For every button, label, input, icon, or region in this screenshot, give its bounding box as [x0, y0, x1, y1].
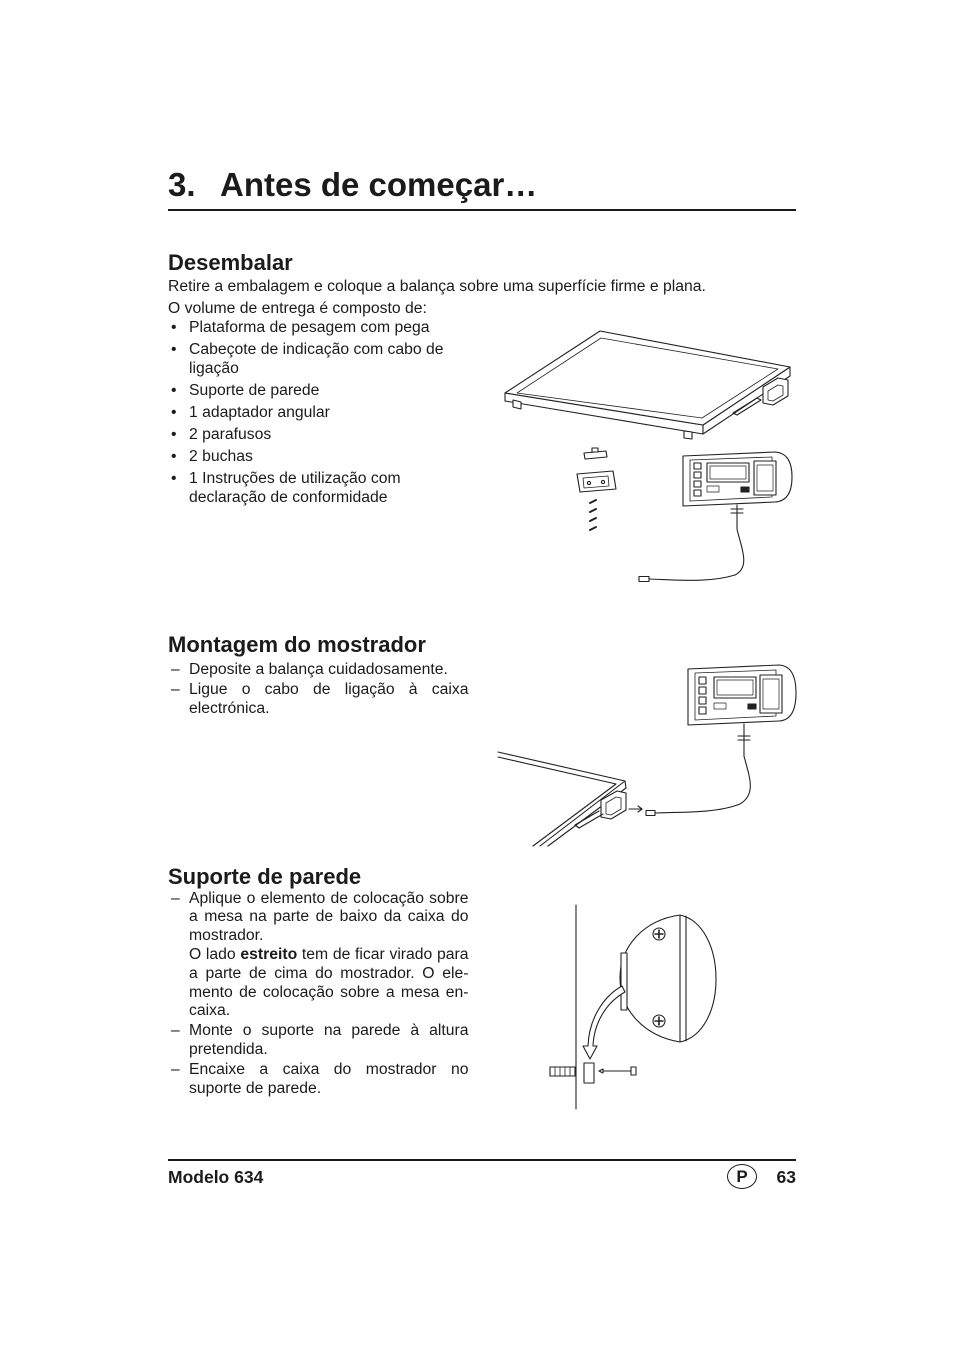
list-item: [168, 1022, 469, 1060]
list-item: [168, 680, 469, 718]
language-badge: P: [727, 1164, 757, 1189]
bullet-marker: •: [171, 470, 177, 487]
list-item: [168, 403, 469, 422]
step-note: [189, 946, 469, 1021]
list-item-text: 2 parafusos: [189, 426, 272, 443]
list-item: [168, 425, 469, 444]
dowel-drawing: [550, 1067, 575, 1076]
unpacking-instruction: Retire a embalagem e coloque a balança sobre uma superfície firme e plana.: [168, 278, 706, 295]
note-text-end: tem de ficar virado para a parte de cima do mostrador. O elemento de colocação sobre a mesa encaixa.: [189, 945, 469, 1020]
dash-marker: –: [171, 660, 180, 678]
step-text: Deposite a balança cuidadosamente.: [189, 660, 448, 678]
list-item: [168, 660, 469, 679]
plug-arrow-drawing: [629, 806, 642, 812]
title-rule: [168, 209, 796, 211]
section-heading-unpacking: Desembalar: [168, 250, 293, 275]
delivery-contents-list: [168, 318, 469, 510]
screw-head-bottom: [653, 1015, 665, 1027]
section-heading-display-mounting: Montagem do mostrador: [168, 632, 426, 657]
chapter-title: Antes de começar…: [220, 166, 538, 203]
list-item: [168, 318, 469, 337]
connection-cable-drawing: [639, 505, 744, 582]
list-item: [168, 469, 469, 507]
bullet-marker: •: [171, 448, 177, 465]
display-head-drawing: [683, 452, 792, 506]
list-item-text: 2 buchas: [189, 448, 253, 465]
angle-adapter-drawing: [584, 448, 607, 459]
chapter-number: 3.: [168, 166, 196, 203]
bullet-marker: •: [171, 341, 177, 358]
connection-cable-drawing: [646, 724, 750, 816]
dash-marker: –: [171, 1061, 180, 1079]
bracket-block-drawing: [584, 1063, 594, 1083]
wall-mount-illustration: [540, 900, 725, 1115]
list-item-text: 1 Instruções de utilização com declaração de conformidade: [189, 470, 401, 506]
list-item-text: Plataforma de pesagem com pega: [189, 319, 430, 336]
mounting-screw-drawing: [599, 1067, 636, 1075]
list-item-text: Suporte de parede: [189, 382, 320, 399]
list-item-text: 1 adaptador angular: [189, 404, 330, 421]
model-label: Modelo 634: [168, 1167, 264, 1187]
page-title: [168, 163, 796, 207]
list-item: [168, 447, 469, 466]
screws-and-dowels-drawing: [590, 500, 596, 530]
step-text: Ligue o cabo de ligação à caixa electrónica.: [189, 680, 469, 717]
list-item: [168, 890, 469, 1022]
note-emphasis: estreito: [240, 945, 298, 963]
dash-marker: –: [171, 1022, 180, 1040]
note-text-start: O lado: [189, 945, 241, 963]
footer-rule: [168, 1159, 796, 1161]
step-text: Aplique o elemento de colocação sobre a mesa na parte de baixo da caixa do mostrador.: [189, 889, 469, 945]
step-text: Monte o suporte na parede à altura pretendida.: [189, 1022, 469, 1059]
display-mounting-steps: [168, 660, 469, 719]
wall-bracket-drawing: [577, 471, 616, 492]
dash-marker: –: [171, 889, 180, 907]
bullet-marker: •: [171, 426, 177, 443]
step-text: Encaixe a caixa do mostrador no suporte de parede.: [189, 1061, 469, 1097]
section-heading-wall-mount: Suporte de parede: [168, 864, 362, 889]
display-head-side-drawing: [620, 915, 716, 1042]
bullet-marker: •: [171, 382, 177, 399]
bullet-marker: •: [171, 404, 177, 421]
bullet-marker: •: [171, 319, 177, 336]
list-item: [168, 1061, 469, 1099]
wall-mount-steps: [168, 890, 469, 1100]
list-item: [168, 340, 469, 378]
screw-head-top: [653, 928, 665, 940]
page-number: 63: [776, 1167, 796, 1187]
list-item: [168, 381, 469, 400]
mounting-direction-arrow: [583, 986, 625, 1059]
unpacking-illustration: [495, 325, 800, 595]
unpacking-intro: [168, 276, 796, 320]
list-item-text: Cabeçote de indicação com cabo de ligação: [189, 341, 444, 377]
dash-marker: –: [171, 680, 180, 698]
display-mounting-illustration: [495, 660, 800, 850]
display-head-drawing: [688, 665, 796, 725]
platform-corner-drawing: [498, 752, 626, 846]
weighing-platform-drawing: [505, 331, 790, 439]
delivery-contents-lead: O volume de entrega é composto de:: [168, 300, 427, 317]
